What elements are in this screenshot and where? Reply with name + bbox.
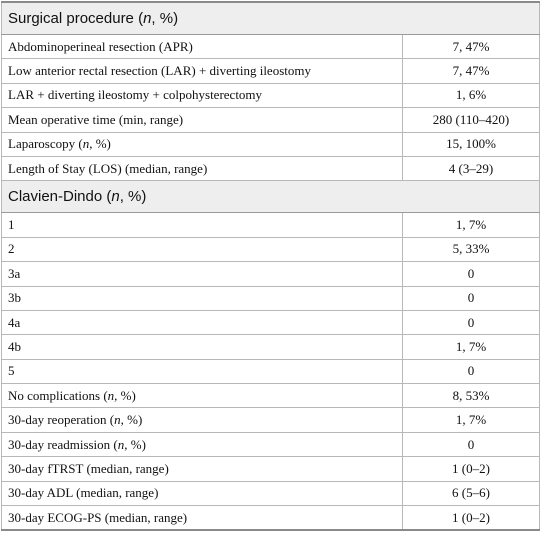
row-label: 30-day reoperation (n, %) [2, 408, 403, 432]
row-label: Length of Stay (LOS) (median, range) [2, 156, 403, 180]
row-label: 30-day ADL (median, range) [2, 481, 403, 505]
table-row [2, 286, 540, 310]
table-row [2, 59, 540, 83]
row-value: 1 (0–2) [403, 457, 540, 481]
row-value: 1, 7% [403, 408, 540, 432]
row-label: Mean operative time (min, range) [2, 108, 403, 132]
table-row [2, 432, 540, 456]
row-value: 4 (3–29) [403, 156, 540, 180]
row-label: 30-day readmission (n, %) [2, 432, 403, 456]
table-row [2, 132, 540, 156]
row-label: 30-day fTRST (median, range) [2, 457, 403, 481]
table-row [2, 237, 540, 261]
table-row [2, 156, 540, 180]
row-value: 1, 7% [403, 335, 540, 359]
section-header-surgical [2, 2, 540, 35]
table-row [2, 481, 540, 505]
row-label: 30-day ECOG-PS (median, range) [2, 506, 403, 531]
row-label: 5 [2, 359, 403, 383]
row-value: 1 (0–2) [403, 506, 540, 531]
row-label: Low anterior rectal resection (LAR) + diverting ileostomy [2, 59, 403, 83]
row-value: 7, 47% [403, 35, 540, 59]
row-label: 1 [2, 213, 403, 237]
row-label: No complications (n, %) [2, 384, 403, 408]
row-label: 3b [2, 286, 403, 310]
table-row [2, 506, 540, 531]
table-row [2, 359, 540, 383]
row-value: 0 [403, 432, 540, 456]
row-label: Laparoscopy (n, %) [2, 132, 403, 156]
row-label: LAR + diverting ileostomy + colpohysterectomy [2, 83, 403, 107]
section-title: Surgical procedure (n, %) [2, 2, 540, 35]
row-value: 15, 100% [403, 132, 540, 156]
row-value: 1, 7% [403, 213, 540, 237]
row-label: 3a [2, 262, 403, 286]
row-value: 0 [403, 310, 540, 334]
row-value: 8, 53% [403, 384, 540, 408]
table-row [2, 83, 540, 107]
row-label: 2 [2, 237, 403, 261]
row-label: Abdominoperineal resection (APR) [2, 35, 403, 59]
table-row [2, 213, 540, 237]
row-value: 1, 6% [403, 83, 540, 107]
table-row [2, 262, 540, 286]
row-label: 4a [2, 310, 403, 334]
row-label: 4b [2, 335, 403, 359]
table-row [2, 408, 540, 432]
table-row [2, 335, 540, 359]
table-row [2, 108, 540, 132]
row-value: 0 [403, 262, 540, 286]
section-header-clavien-dindo [2, 181, 540, 213]
row-value: 280 (110–420) [403, 108, 540, 132]
row-value: 0 [403, 359, 540, 383]
table-row [2, 35, 540, 59]
row-value: 5, 33% [403, 237, 540, 261]
table-row [2, 310, 540, 334]
table-row [2, 457, 540, 481]
section-title: Clavien-Dindo (n, %) [2, 181, 540, 213]
results-table [1, 1, 540, 531]
row-value: 6 (5–6) [403, 481, 540, 505]
row-value: 0 [403, 286, 540, 310]
row-value: 7, 47% [403, 59, 540, 83]
table-row [2, 384, 540, 408]
